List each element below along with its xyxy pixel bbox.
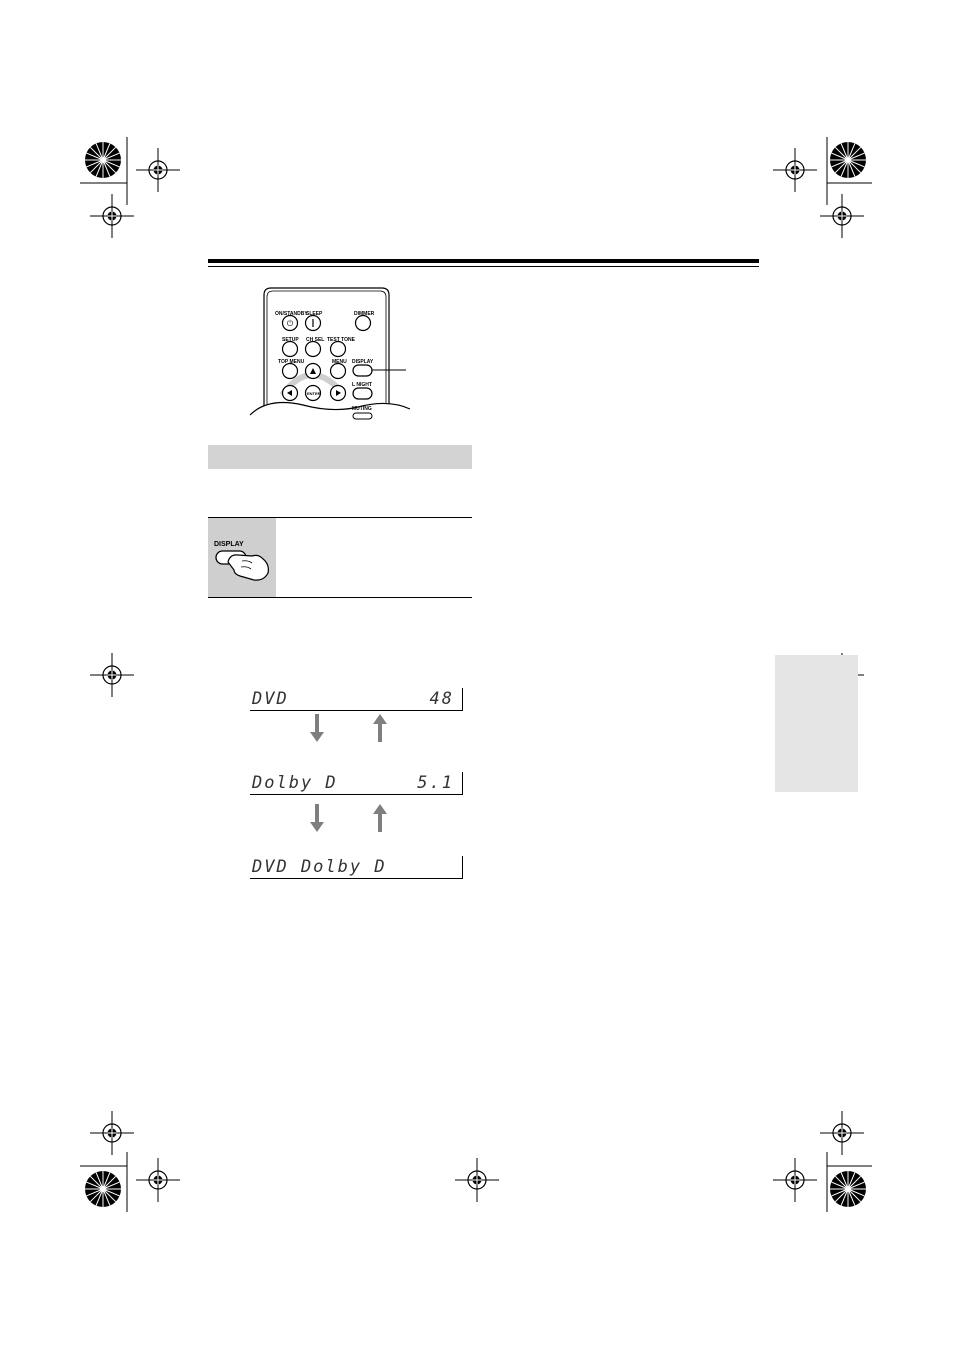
display-button-label: DISPLAY xyxy=(214,541,244,548)
chapter-side-tab xyxy=(775,655,858,792)
header-rule xyxy=(208,259,759,263)
starburst-mark xyxy=(85,142,121,178)
starburst-mark xyxy=(85,1171,121,1207)
starburst-mark xyxy=(830,142,866,178)
registration-mark xyxy=(136,1158,180,1202)
starburst-mark xyxy=(830,1171,866,1207)
setup-label: SETUP xyxy=(282,337,299,343)
lcd-right-text: 48 xyxy=(429,689,454,709)
lcd-right-text: 5.1 xyxy=(417,773,454,793)
cycle-arrows xyxy=(306,802,392,834)
menu-label: MENU xyxy=(332,359,347,365)
muting-label: MUTING xyxy=(352,406,372,412)
top-menu-label: TOP MENU xyxy=(278,359,305,365)
remote-body xyxy=(248,285,413,435)
arrow-up-icon xyxy=(373,714,387,742)
test-tone-label: TEST TONE xyxy=(327,337,355,343)
on-standby-label: ON/STANDBY xyxy=(275,311,308,317)
registration-mark xyxy=(90,653,134,697)
lcd-left-text: Dolby D xyxy=(252,773,338,793)
registration-mark xyxy=(773,148,817,192)
l-night-label: L NIGHT xyxy=(352,382,372,388)
arrow-down-icon xyxy=(310,804,324,832)
lcd-left-text: DVD xyxy=(252,689,289,709)
header-rule-thin xyxy=(208,266,759,267)
arrow-up-icon xyxy=(373,804,387,832)
registration-mark xyxy=(136,148,180,192)
step-bottom-rule xyxy=(208,597,472,598)
arrow-down-icon xyxy=(310,714,324,742)
registration-mark xyxy=(90,1111,134,1155)
lcd-display xyxy=(250,772,463,795)
step-icon-panel xyxy=(208,518,276,597)
display-label: DISPLAY xyxy=(352,359,374,365)
sleep-label: SLEEP xyxy=(306,311,323,317)
lcd-display xyxy=(250,688,463,711)
remote-illustration xyxy=(248,285,413,435)
hand-press-icon xyxy=(208,518,276,597)
registration-mark xyxy=(455,1158,499,1202)
cycle-arrows xyxy=(306,712,392,744)
lcd-display xyxy=(250,856,463,879)
ch-sel-label: CH SEL xyxy=(306,337,325,343)
section-heading-bar xyxy=(208,445,472,469)
lcd-left-text: DVD Dolby D xyxy=(252,857,387,877)
enter-label: ENTER xyxy=(307,391,321,396)
svg-text:⏻: ⏻ xyxy=(286,319,294,328)
registration-mark xyxy=(820,1111,864,1155)
registration-mark xyxy=(773,1158,817,1202)
dimmer-label: DIMMER xyxy=(354,311,375,317)
